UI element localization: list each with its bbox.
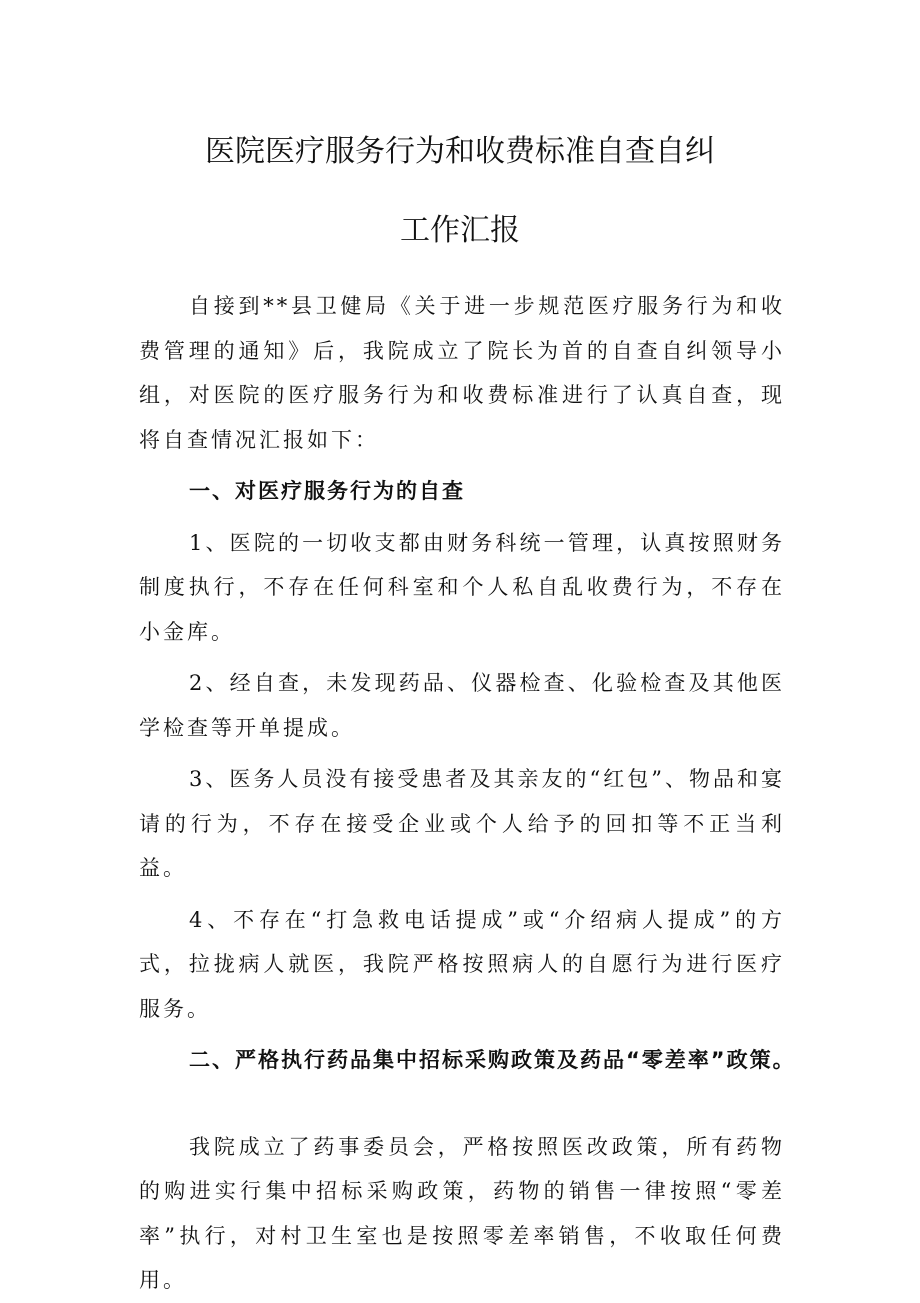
document-body [139, 284, 796, 1303]
section-2-heading: 二、严格执行药品集中招标采购政策及药品“零差率”政策。 [189, 1048, 796, 1072]
document-title-line-2: 工作汇报 [400, 213, 520, 248]
intro-paragraph: 自接到**县卫健局《关于进一步规范医疗服务行为和收费管理的通知》后，我院成立了院长为首的自查自纠领导小组，对医院的医疗服务行为和收费标准进行了认真自查，现将自查情况汇报如下： [139, 294, 785, 452]
section-1-item-3: 3、医务人员没有接受患者及其亲友的“红包”、物品和宴请的行为，不存在接受企业或个人给予的回扣等不正当利益。 [139, 767, 785, 880]
section-1-item-2: 2、经自查，未发现药品、仪器检查、化验检查及其他医学检查等开单提成。 [139, 671, 785, 740]
document-title-line-1: 医院医疗服务行为和收费标准自查自纠 [205, 134, 715, 169]
section-1-item-4: 4、不存在“打急救电话提成”或“介绍病人提成”的方式，拉拢病人就医，我院严格按照病人的自愿行为进行医疗服务。 [139, 907, 785, 1021]
section-2-paragraph: 我院成立了药事委员会，严格按照医改政策，所有药物的购进实行集中招标采购政策，药物的销售一律按照“零差率”执行，对村卫生室也是按照零差率销售，不收取任何费用。 [139, 1134, 785, 1292]
section-1-item-1: 1、医院的一切收支都由财务科统一管理，认真按照财务制度执行，不存在任何科室和个人私自乱收费行为，不存在小金库。 [139, 530, 785, 644]
section-1-heading: 一、对医疗服务行为的自查 [189, 479, 465, 503]
